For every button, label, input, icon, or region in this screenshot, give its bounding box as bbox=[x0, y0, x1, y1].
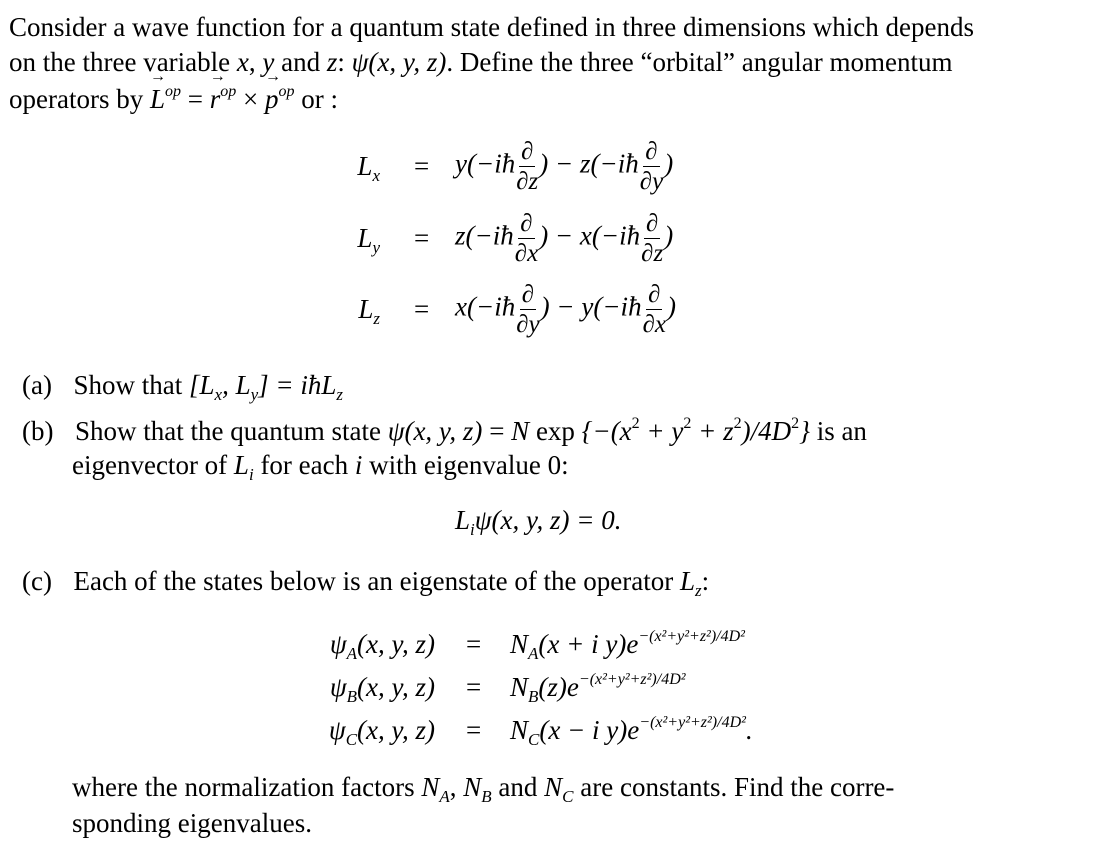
intro-line-2: on the three variable x, y and z: ψ(x, y, z). Define the three “orbital” angular momentum bbox=[9, 47, 953, 77]
operator-Ly: $L_y$ = z(−iħ ∂ ∂x ) − x(−iħ ∂ ∂z ) bbox=[357, 209, 674, 267]
part-b-label: (b) bbox=[22, 416, 54, 446]
part-c-line-1: (c) Each of the states below is an eigenstate of the operator $L_z$: bbox=[22, 566, 710, 600]
part-a-label: (a) bbox=[22, 370, 52, 400]
part-c-outro-line-1: where the normalization factors $N_A$, $N_B$ and $N_C$ are constants. Find the corre- bbox=[72, 772, 895, 806]
part-b-display-equation: $L_i\psi(x$, y, z) = 0. bbox=[455, 505, 622, 539]
part-c-label: (c) bbox=[22, 566, 52, 596]
intro-line-3: operators by → $L^{op}$ = → $r^{op}$ × → $p^{op}$ or : bbox=[9, 86, 338, 113]
part-b-line-2: eigenvector of $L_i$ for each i with eigenvalue 0: bbox=[72, 450, 569, 484]
operator-Lz: $L_z$ = x(−iħ ∂ ∂y ) − y(−iħ ∂ ∂x ) bbox=[358, 280, 677, 338]
state-psi-C: $\psi_C(x$, y, z) = $N_C(x - i$ $y)e^{-(x^2+y^2+z^2)/4D^2}$. bbox=[328, 713, 753, 749]
part-b-line-1: (b) Show that the quantum state ψ(x, y, z) = N $\exp \{-(x^2 + y^2 + z^2)/4D^2\}$ is an bbox=[22, 415, 867, 446]
part-a: (a) Show that [$L_x$, $L_y$] = iħL$_z$ bbox=[22, 370, 344, 404]
intro-line-1: Consider a wave function for a quantum state defined in three dimensions which depends bbox=[9, 12, 974, 42]
operator-Lx: $L_x$ = y(−iħ ∂ ∂z ) − z(−iħ ∂ ∂y ) bbox=[357, 137, 674, 195]
state-psi-B: $\psi_B(x$, y, z) = $N_B(z)e^{-(x^2+y^2+z^2)/4D^2}$ bbox=[329, 670, 686, 706]
part-c-outro-line-2: sponding eigenvalues. bbox=[72, 808, 312, 838]
state-psi-A: $\psi_A(x$, y, z) = $N_A(x + i$ $y)e^{-(x^2+y^2+z^2)/4D^2}$ bbox=[329, 627, 745, 663]
